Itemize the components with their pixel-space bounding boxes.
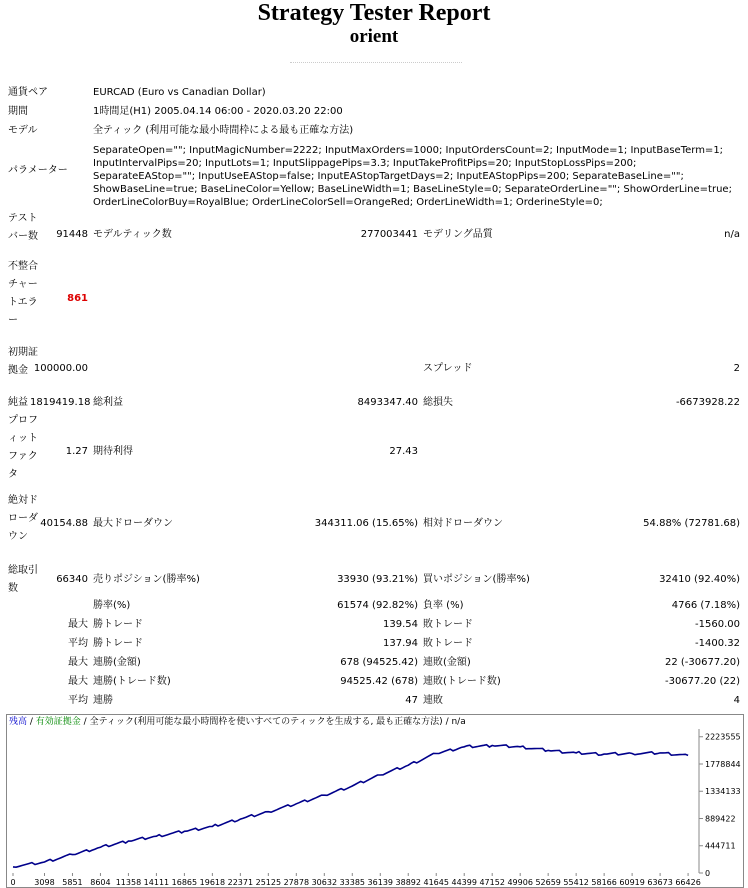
long-label: 買いポジション(勝率%): [423, 574, 530, 585]
legend-tail: / n/a: [442, 717, 466, 727]
x-tick-label: 66426: [675, 878, 701, 887]
x-tick-label: 27878: [283, 878, 310, 887]
max-label-3: 最大: [68, 676, 88, 687]
x-tick-label: 41645: [423, 878, 449, 887]
cons-loss-amt-label: 連敗(金額): [423, 657, 471, 668]
abs-dd-label: 絶対ドローダウン: [8, 495, 38, 542]
x-tick-label: 33385: [339, 878, 366, 887]
win-label: 勝率(%): [93, 600, 131, 611]
x-tick-label: 58166: [591, 878, 617, 887]
long-value: 32410 (92.40%): [659, 574, 740, 585]
avg-loss-label: 敗トレード: [423, 638, 473, 649]
win-value: 61574 (92.82%): [337, 600, 418, 611]
y-tick-label: 444711: [705, 841, 736, 851]
mismatch-value: 861: [67, 293, 88, 304]
x-tick-label: 49906: [507, 878, 533, 887]
gross-profit-value: 8493347.40: [357, 397, 418, 408]
gross-loss-value: -6673928.22: [675, 397, 740, 408]
avg-cons-win-label: 連勝: [93, 695, 113, 706]
params-label: パラメーター: [8, 165, 68, 176]
x-tick-label: 5851: [62, 878, 83, 887]
report-title: Strategy Tester Report: [257, 0, 491, 26]
avg-cons-win-value: 47: [405, 695, 418, 706]
x-tick-label: 38892: [395, 878, 421, 887]
x-tick-label: 3098: [34, 878, 55, 887]
abs-dd-value: 40154.88: [40, 518, 88, 529]
y-tick-label: 0: [705, 869, 711, 878]
total-label: 総取引数: [8, 565, 38, 594]
model-value: 全ティック (利用可能な最小時間枠による最も正確な方法): [93, 125, 354, 136]
x-tick-label: 25125: [255, 878, 282, 887]
avg-win-value: 137.94: [383, 638, 418, 649]
avg-cons-loss-value: 4: [733, 695, 740, 706]
x-tick-label: 47152: [479, 878, 505, 887]
legend-model: 全ティック(利用可能な最小時間枠を使いすべてのティックを生成する, 最も正確な方法): [89, 717, 443, 727]
x-tick-label: 36139: [367, 878, 394, 887]
rel-dd-value: 54.88% (72781.68): [643, 518, 740, 529]
avg-loss-value: -1400.32: [695, 638, 740, 649]
report-subtitle: orient: [349, 26, 399, 47]
ticks-label: モデルティック数: [93, 229, 172, 240]
mismatch-label: 不整合チャートエラー: [8, 261, 38, 326]
max-dd-value: 344311.06 (15.65%): [314, 518, 418, 529]
max-win-value: 139.54: [383, 619, 418, 630]
x-tick-label: 55412: [563, 878, 589, 887]
short-value: 33930 (93.21%): [337, 574, 418, 585]
x-tick-label: 11358: [115, 878, 142, 887]
x-tick-label: 22371: [227, 878, 254, 887]
x-tick-label: 16865: [171, 878, 198, 887]
max-win-label: 勝トレード: [93, 619, 143, 630]
pair-value: EURCAD (Euro vs Canadian Dollar): [93, 87, 266, 98]
legend-sep-1: /: [27, 717, 36, 727]
deposit-value: 100000.00: [33, 363, 88, 374]
quality-value: n/a: [724, 229, 740, 240]
max-label-1: 最大: [68, 619, 88, 630]
max-dd-label: 最大ドローダウン: [93, 518, 173, 529]
max-loss-label: 敗トレード: [423, 619, 473, 630]
expected-label: 期待利得: [93, 446, 133, 457]
period-label: 期間: [8, 106, 28, 117]
max-label-2: 最大: [68, 657, 88, 668]
net-label: 純益: [8, 397, 28, 408]
loss-label: 負率 (%): [423, 600, 464, 611]
spread-value: 2: [733, 363, 740, 374]
cons-win-cnt-value: 94525.42 (678): [340, 676, 418, 687]
header-divider: [290, 62, 462, 63]
pf-value: 1.27: [65, 446, 88, 457]
y-tick-label: 2223555: [705, 732, 741, 742]
avg-cons-loss-label: 連敗: [423, 695, 443, 706]
x-tick-label: 30632: [311, 878, 338, 887]
bars-label: テストバー数: [8, 213, 38, 242]
legend-sep-2: /: [80, 717, 90, 727]
x-tick-label: 52659: [535, 878, 561, 887]
pair-label: 通貨ペア: [8, 87, 48, 98]
expected-value: 27.43: [389, 446, 418, 457]
x-tick-label: 44399: [451, 878, 477, 887]
cons-win-cnt-label: 連勝(トレード数): [93, 676, 171, 687]
deposit-label: 初期証拠金: [8, 347, 38, 376]
balance-graph: [6, 714, 744, 888]
legend-margin: 有効証拠金: [35, 717, 81, 727]
loss-value: 4766 (7.18%): [671, 600, 740, 611]
params-value: SeparateOpen=""; InputMagicNumber=2222; InputMaxOrders=1000; InputOrdersCount=2; InputMode=1; InputBaseTerm=1; InputIntervalPips=20; InputLots=1; InputSlippagePips=3.3; InputTakeProfitPips=20; InputStopLossPips=200; SeparateEAStop=""; InputUseEAStop=false; InputEAStopTargetDays=2; InputEAStopPips=200; SeparateBaseLine=""; ShowBaseLine=true; BaseLineColor=Yellow; BaseLineWidth=1; BaseLineStyle=0; SeparateOrderLine=""; ShowOrderLine=true; OrderLineColorBuy=RoyalBlue; OrderLineColorSell=OrangeRed; OrderLineWidth=1; OrderineStyle=0;: [93, 145, 732, 208]
balance-chart: [7, 715, 743, 887]
short-label: 売りポジション(勝率%): [93, 574, 200, 585]
model-label: モデル: [8, 125, 38, 136]
x-tick-label: 0: [10, 878, 16, 887]
quality-label: モデリング品質: [423, 229, 493, 240]
bars-value: 91448: [56, 229, 88, 240]
avg-win-label: 勝トレード: [93, 638, 143, 649]
pf-label: プロフィットファクタ: [8, 415, 38, 480]
total-value: 66340: [56, 574, 88, 585]
max-loss-value: -1560.00: [695, 619, 740, 630]
cons-win-amt-value: 678 (94525.42): [340, 657, 418, 668]
gross-loss-label: 総損失: [423, 397, 453, 408]
x-tick-label: 14111: [143, 878, 170, 887]
rel-dd-label: 相対ドローダウン: [423, 518, 503, 529]
x-tick-label: 8604: [90, 878, 111, 887]
x-tick-label: 19618: [199, 878, 226, 887]
cons-win-amt-label: 連勝(金額): [93, 657, 141, 668]
balance-series-line: [13, 745, 688, 868]
y-tick-label: 1778844: [705, 759, 741, 769]
y-tick-label: 889422: [705, 814, 736, 824]
ticks-value: 277003441: [360, 229, 418, 240]
x-tick-label: 60919: [619, 878, 645, 887]
cons-loss-cnt-label: 連敗(トレード数): [423, 676, 501, 687]
net-value: 1819419.18: [30, 397, 91, 408]
cons-loss-amt-value: 22 (-30677.20): [664, 657, 740, 668]
legend-balance: 残高: [9, 717, 28, 727]
avg-label-1: 平均: [68, 638, 88, 649]
y-tick-label: 1334133: [705, 787, 741, 797]
period-value: 1時間足(H1) 2005.04.14 06:00 - 2020.03.20 22:00: [93, 106, 343, 117]
avg-label-2: 平均: [68, 695, 88, 706]
x-tick-label: 63673: [647, 878, 673, 887]
gross-profit-label: 総利益: [93, 397, 123, 408]
spread-label: スプレッド: [423, 363, 473, 374]
cons-loss-cnt-value: -30677.20 (22): [664, 676, 740, 687]
